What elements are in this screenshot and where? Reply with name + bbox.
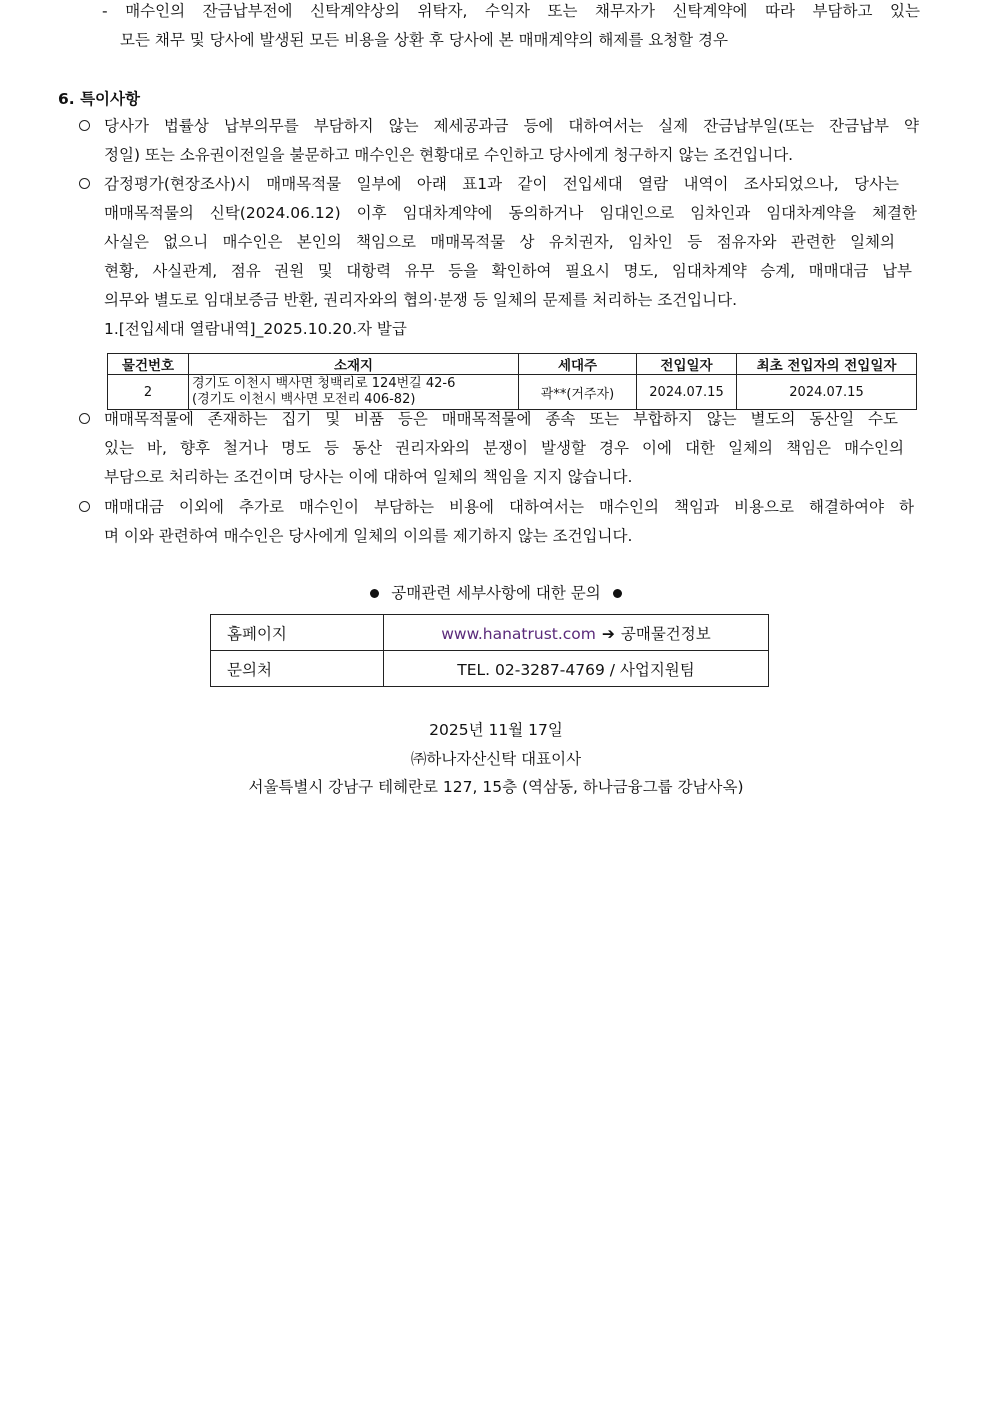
- arrow-right-icon: ➔: [601, 624, 615, 643]
- homepage-row: [211, 615, 769, 651]
- bullet2-line-1: 감정평가(현장조사)시 매매목적물 일부에 아래 표1과 같이 전입세대 열람 내역이 조사되었으나, 당사는: [104, 175, 899, 193]
- address-line-1: 경기도 이천시 백사면 청백리로 124번길 42-6: [192, 376, 456, 391]
- table-header: 세대주: [519, 354, 637, 375]
- table-header-row: [108, 354, 917, 375]
- inquiry-heading-text: 공매관련 세부사항에 대한 문의: [391, 584, 601, 602]
- table-header: 최초 전입자의 전입일자: [737, 354, 917, 375]
- move-in-date-cell: 2024.07.15: [637, 375, 737, 410]
- bullet3-line-3: 부담으로 처리하는 조건이며 당사는 이에 대하여 일체의 책임을 지지 않습니다.: [104, 468, 633, 486]
- table-header: 물건번호: [108, 354, 189, 375]
- contact-value: TEL. 02-3287-4769 / 사업지원팀: [384, 651, 769, 687]
- circle-bullet-icon: [79, 178, 90, 189]
- bullet3-line-2: 있는 바, 향후 철거나 명도 등 동산 권리자와의 분쟁이 발생할 경우 이에 대한 일체의 책임은 매수인의: [104, 439, 904, 457]
- footer-date: 2025년 11월 17일: [429, 721, 563, 739]
- circle-bullet-icon: [79, 501, 90, 512]
- homepage-target: 공매물건정보: [620, 624, 711, 643]
- bullet2-line-5: 의무와 별도로 임대보증금 반환, 권리자와의 협의·분쟁 등 일체의 문제를 처리하는 조건입니다.: [104, 291, 738, 309]
- homepage-link[interactable]: www.hanatrust.com: [441, 624, 596, 643]
- bullet-dot-icon: [370, 589, 379, 598]
- contact-row: [211, 651, 769, 687]
- table-header: 전입일자: [637, 354, 737, 375]
- contact-label: 문의처: [211, 651, 384, 687]
- bullet4-line-1: 매매대금 이외에 추가로 매수인이 부담하는 비용에 대하여서는 매수인의 책임과 비용으로 해결하여야 하: [104, 498, 914, 516]
- homepage-label: 홈페이지: [211, 615, 384, 651]
- circle-bullet-icon: [79, 413, 90, 424]
- circle-bullet-icon: [79, 120, 90, 131]
- homepage-value: [384, 615, 769, 651]
- bullet2-line-3: 사실은 없으니 매수인은 본인의 책임으로 매매목적물 상 유치권자, 임차인 등 점유자와 관련한 일체의: [104, 233, 895, 251]
- bullet1-line-1: 당사가 법률상 납부의무를 부담하지 않는 제세공과금 등에 대하여서는 실제 잔금납부일(또는 잔금납부 약: [104, 117, 919, 135]
- top-item-line-2: 모든 채무 및 당사에 발생된 모든 비용을 상환 후 당사에 본 매매계약의 해제를 요청할 경우: [120, 31, 729, 49]
- householder-cell: 곽**(거주자): [519, 375, 637, 410]
- item-number: 2: [108, 375, 189, 410]
- address-line-2: (경기도 이천시 백사면 모전리 406-82): [192, 392, 416, 407]
- bullet3-line-1: 매매목적물에 존재하는 집기 및 비품 등은 매매목적물에 종속 또는 부합하지 않는 별도의 동산일 수도: [104, 410, 898, 428]
- table-row: [108, 375, 917, 410]
- footer-address: 서울특별시 강남구 테헤란로 127, 15층 (역삼동, 하나금융그룹 강남사옥): [248, 778, 744, 796]
- top-item-line-1: - 매수인의 잔금납부전에 신탁계약상의 위탁자, 수익자 또는 채무자가 신탁계약에 따라 부담하고 있는: [102, 2, 920, 20]
- first-move-in-date-cell: 2024.07.15: [737, 375, 917, 410]
- move-in-table: [107, 353, 917, 410]
- bullet4-line-2: 며 이와 관련하여 매수인은 당사에게 일체의 이의를 제기하지 않는 조건입니다.: [104, 527, 633, 545]
- table-caption: 1.[전입세대 열람내역]_2025.10.20.자 발급: [104, 320, 407, 338]
- table-header: 소재지: [189, 354, 519, 375]
- address-cell: [189, 375, 519, 410]
- bullet-dot-icon: [613, 589, 622, 598]
- bullet1-line-2: 정일) 또는 소유권이전일을 불문하고 매수인은 현황대로 수인하고 당사에게 청구하지 않는 조건입니다.: [104, 146, 794, 164]
- footer-company: ㈜하나자산신탁 대표이사: [410, 750, 582, 768]
- bullet2-line-4: 현황, 사실관계, 점유 권원 및 대항력 유무 등을 확인하여 필요시 명도, 임대차계약 승계, 매매대금 납부: [104, 262, 912, 280]
- inquiry-table: [210, 614, 769, 687]
- inquiry-heading: [0, 583, 992, 603]
- bullet2-line-2: 매매목적물의 신탁(2024.06.12) 이후 임대차계약에 동의하거나 임대인으로 임차인과 임대차계약을 체결한: [104, 204, 917, 222]
- section-title: 6. 특이사항: [58, 90, 140, 108]
